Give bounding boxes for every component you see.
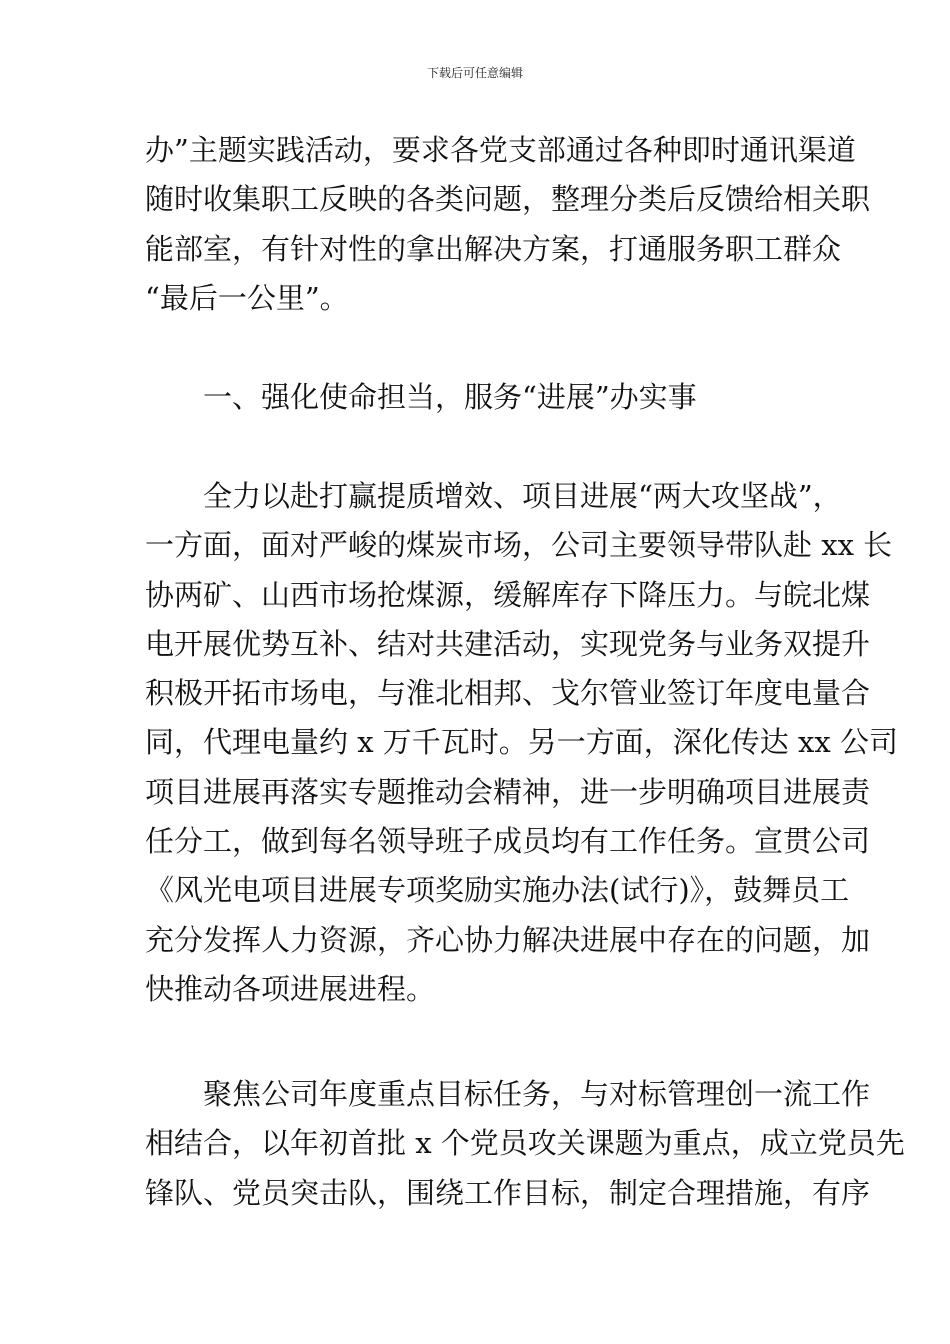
paragraph-line: 相结合，以年初首批 x 个党员攻关课题为重点，成立党员先 bbox=[145, 1126, 905, 1161]
paragraph-line: 协两矿、山西市场抢煤源，缓解库存下降压力。与皖北煤 bbox=[145, 577, 871, 612]
section-heading-text: 一、强化使命担当，服务“进展”办实事 bbox=[203, 380, 697, 414]
paragraph-line: 积极开拓市场电，与淮北相邦、戈尔管业签订年度电量合 bbox=[145, 676, 871, 711]
paragraph-line: “最后一公里”。 bbox=[145, 280, 349, 315]
paragraph-line: 电开展优势互补、结对共建活动，实现党务与业务双提升 bbox=[145, 626, 871, 661]
paragraph-line: 聚焦公司年度重点目标任务，与对标管理创一流工作 bbox=[203, 1077, 871, 1111]
page-header-note: 下载后可任意编辑 bbox=[426, 66, 523, 80]
paragraph-line: 锋队、党员突击队，围绕工作目标，制定合理措施，有序 bbox=[145, 1175, 871, 1210]
paragraph-line: 同，代理电量约 x 万千瓦时。另一方面，深化传达 xx 公司 bbox=[145, 725, 898, 760]
paragraph-continued bbox=[145, 126, 871, 323]
paragraph-line: 一方面，面对严峻的煤炭市场，公司主要领导带队赴 xx 长 bbox=[145, 528, 893, 563]
paragraph-line: 能部室，有针对性的拿出解决方案，打通服务职工群众 bbox=[145, 231, 842, 266]
paragraph-line: 全力以赴打赢提质增效、项目进展“两大攻坚战”， bbox=[203, 479, 842, 513]
paragraph-line: 随时收集职工反映的各类问题，整理分类后反馈给相关职 bbox=[145, 182, 871, 217]
section-heading bbox=[145, 373, 810, 422]
paragraph-line: 快推动各项进展进程。 bbox=[145, 971, 436, 1006]
paragraph-body bbox=[145, 472, 898, 1014]
paragraph-body bbox=[145, 1070, 905, 1218]
paragraph-line: 《风光电项目进展专项奖励实施办法(试行)》，鼓舞员工 bbox=[145, 873, 850, 908]
paragraph-line: 办”主题实践活动，要求各党支部通过各种即时通讯渠道 bbox=[145, 133, 856, 167]
paragraph-line: 充分发挥人力资源，齐心协力解决进展中存在的问题，加 bbox=[145, 922, 871, 957]
paragraph-line: 任分工，做到每名领导班子成员均有工作任务。宣贯公司 bbox=[145, 824, 871, 859]
paragraph-line: 项目进展再落实专题推动会精神，进一步明确项目进展责 bbox=[145, 774, 871, 809]
